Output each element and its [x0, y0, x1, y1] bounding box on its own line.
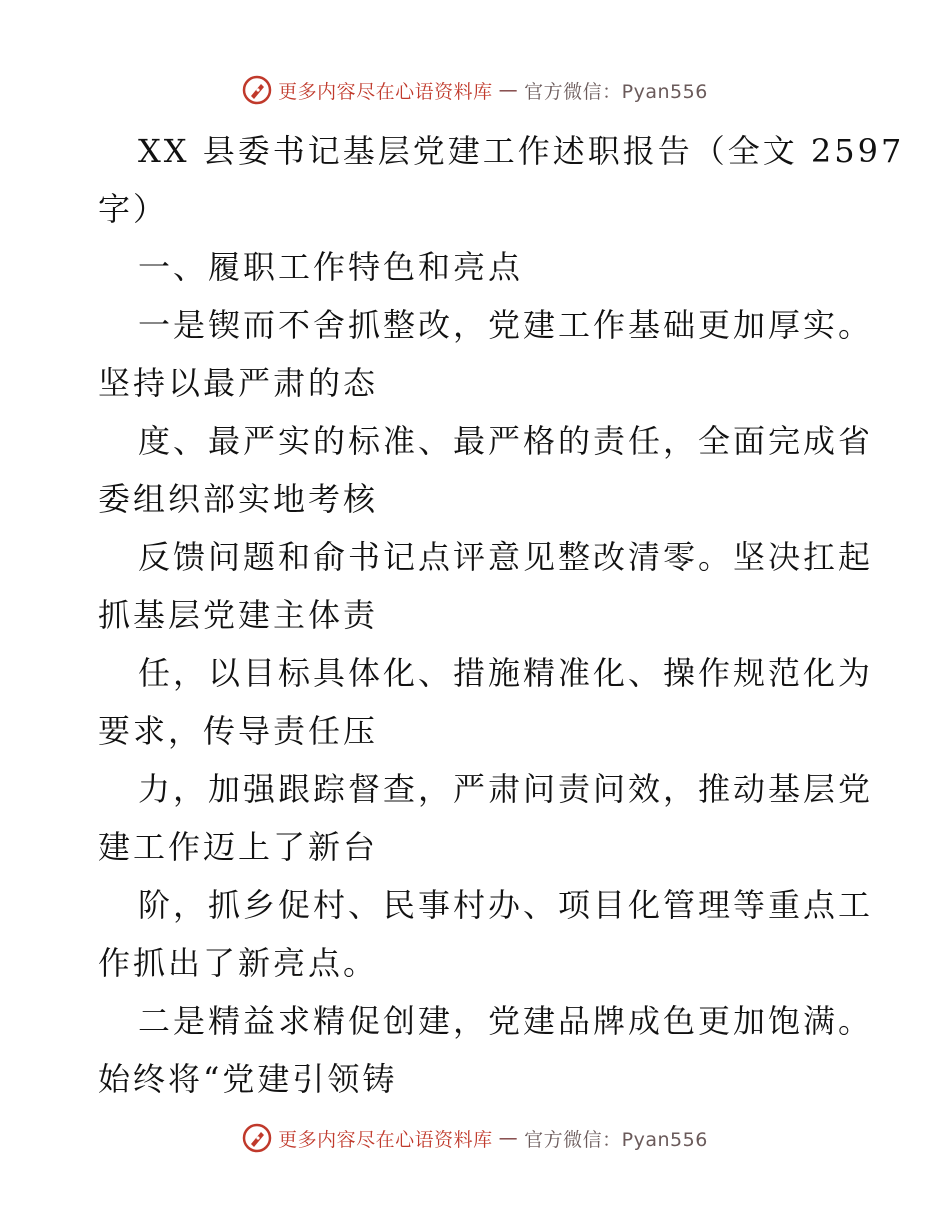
- document-line: 阶，抓乡促村、民事村办、项目化管理等重点工: [138, 886, 874, 924]
- pen-nib-circle-icon: [242, 1123, 272, 1153]
- document-line: 委组织部实地考核: [98, 480, 379, 518]
- watermark-separator: —: [498, 1127, 519, 1149]
- watermark-contact-text: 官方微信：Pyan556: [524, 1128, 708, 1151]
- document-line: 字）: [98, 190, 169, 228]
- footer-watermark: [0, 1118, 950, 1158]
- document-body: [98, 122, 905, 1108]
- pen-nib-circle-icon: [242, 75, 272, 105]
- document-line: 度、最严实的标准、最严格的责任，全面完成省: [138, 422, 874, 460]
- document-line: 要求，传导责任压: [98, 712, 379, 750]
- document-line: 二是精益求精促创建，党建品牌成色更加饱满。: [138, 1002, 874, 1040]
- section-heading: 一、履职工作特色和亮点: [138, 248, 524, 286]
- watermark-contact-text: 官方微信：Pyan556: [524, 80, 708, 103]
- document-line: 力，加强跟踪督查，严肃问责问效，推动基层党: [138, 770, 874, 808]
- document-line: 始终将“党建引领铸: [98, 1060, 398, 1098]
- watermark-brand-text: 更多内容尽在心语资料库: [278, 1128, 493, 1151]
- document-line: 任，以目标具体化、措施精准化、操作规范化为: [138, 654, 874, 692]
- document-line: 抓基层党建主体责: [98, 596, 379, 634]
- header-watermark: [0, 70, 950, 110]
- watermark-brand-text: 更多内容尽在心语资料库: [278, 80, 493, 103]
- document-line: 反馈问题和俞书记点评意见整改清零。坚决扛起: [138, 538, 874, 576]
- document-line: 坚持以最严肃的态: [98, 364, 379, 402]
- document-line: 建工作迈上了新台: [98, 828, 379, 866]
- watermark-separator: —: [498, 79, 519, 101]
- document-line: 一是锲而不舍抓整改，党建工作基础更加厚实。: [138, 306, 874, 344]
- document-line: 作抓出了新亮点。: [98, 944, 379, 982]
- document-line: XX 县委书记基层党建工作述职报告（全文 2597: [138, 132, 905, 170]
